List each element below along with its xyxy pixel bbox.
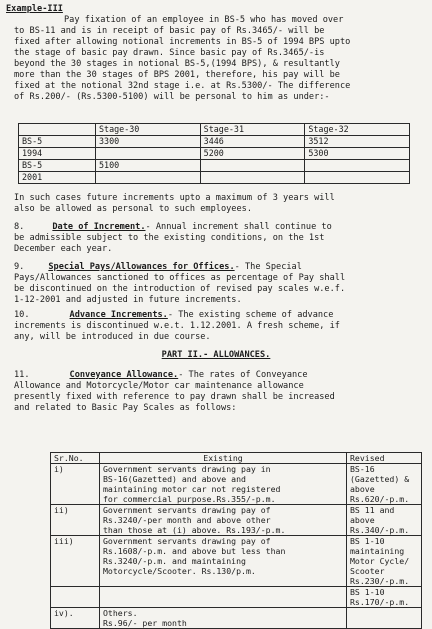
text-line: above: [350, 484, 375, 494]
table-cell: iii): [51, 536, 100, 587]
text-line: Rs.1608/-p.m. and above but less than: [103, 546, 286, 556]
table-cell: [347, 464, 422, 505]
para-number: 10.: [14, 310, 30, 320]
text-line: - Annual increment shall continue to: [145, 222, 332, 232]
text-line: (Gazetted) &: [350, 474, 410, 484]
table-cell: 5200: [200, 148, 305, 160]
table-cell: 5100: [96, 160, 201, 172]
table-header-cell: Sr.No.: [51, 453, 100, 464]
table-row: [51, 587, 422, 608]
text-line: more than the 30 stages of BPS 2001, therefore, his pay will be: [14, 70, 340, 80]
table-row: [19, 148, 410, 160]
text-line: of Rs.200/- (Rs.5300-5100) will be personal to him as under:-: [14, 92, 330, 102]
text-line: Government servants drawing pay in: [103, 464, 271, 474]
text-line: Pay fixation of an employee in BS-5 who has moved over: [64, 15, 344, 25]
text-line: BS 11 and: [350, 505, 395, 515]
text-line: In such cases future increments upto a maximum of 3 years will: [14, 193, 335, 203]
text-line: also be allowed as personal to such employees.: [14, 204, 252, 214]
table-row: [19, 136, 410, 148]
text-line: Rs.3240/-p.m. and maintaining: [103, 556, 246, 566]
table-cell: [200, 172, 305, 184]
text-line: be admissible subject to the existing conditions, on the 1st: [14, 233, 325, 243]
text-line: any, will be introduced in due course.: [14, 332, 211, 342]
text-line: to BS-11 and is in receipt of basic pay of Rs.3465/- will be: [14, 26, 325, 36]
part-heading: PART II.- ALLOWANCES.: [161, 350, 271, 360]
table-cell: BS-5: [19, 136, 96, 148]
text-line: be discontinued on the introduction of revised pay scales w.e.f.: [14, 284, 346, 294]
table-cell: ii): [51, 505, 100, 536]
table-header-cell: Stage-31: [200, 124, 305, 136]
table-cell: [100, 536, 347, 587]
table-cell: 3512: [305, 136, 410, 148]
table-cell: [51, 587, 100, 608]
table-cell: [347, 608, 422, 629]
table-cell: [96, 148, 201, 160]
text-line: BS 1-10: [350, 587, 385, 597]
text-line: Rs.230/-p.m.: [350, 576, 410, 586]
table-cell: [96, 172, 201, 184]
text-line: - The existing scheme of advance: [167, 310, 334, 320]
note-paragraph: [14, 193, 418, 215]
stage-table: [18, 123, 410, 184]
text-line: Rs.340/-p.m.: [350, 525, 410, 535]
allowance-table: [50, 452, 422, 629]
para-8: [14, 222, 418, 255]
table-cell: [100, 608, 347, 629]
table-cell: [100, 587, 347, 608]
text-line: increments is discontinued w.e.t. 1.12.2001. A fresh scheme, if: [14, 321, 340, 331]
table-cell: 3446: [200, 136, 305, 148]
para-9: [14, 262, 418, 306]
text-line: - The Special: [234, 262, 302, 272]
para-title: Advance Increments.: [69, 310, 168, 320]
text-line: Rs.96/- per month: [103, 618, 187, 628]
table-cell: i): [51, 464, 100, 505]
table-row: [19, 160, 410, 172]
text-line: Allowance and Motorcycle/Motor car maintenance allowance: [14, 381, 304, 391]
text-line: Scooter: [350, 566, 385, 576]
text-line: and related to Basic Pay Scales as follows:: [14, 403, 237, 413]
para-number: 8.: [14, 222, 25, 232]
para-10: [14, 310, 418, 343]
para-title: Special Pays/Allowances for Offices.: [48, 262, 235, 272]
text-line: Government servants drawing pay of: [103, 536, 271, 546]
table-cell: 2001: [19, 172, 96, 184]
para-11: [14, 370, 418, 414]
text-line: maintaining motor car not registered: [103, 484, 281, 494]
table-header-row: [51, 453, 422, 464]
text-line: presently fixed with reference to pay drawn shall be increased: [14, 392, 335, 402]
table-cell: [100, 464, 347, 505]
table-row: [51, 608, 422, 629]
text-line: maintaining: [350, 546, 405, 556]
para-number: 11.: [14, 370, 30, 380]
table-row: [51, 464, 422, 505]
table-row: [19, 172, 410, 184]
text-line: BS 1-10: [350, 536, 385, 546]
table-header-cell: Stage-30: [96, 124, 201, 136]
text-line: Government servants drawing pay of: [103, 505, 271, 515]
text-line: - The rates of Conveyance: [178, 370, 308, 380]
table-cell: 5300: [305, 148, 410, 160]
table-header-cell: Revised: [347, 453, 422, 464]
table-cell: [347, 587, 422, 608]
table-cell: [200, 160, 305, 172]
para-number: 9.: [14, 262, 25, 272]
table-header-cell: Stage-32: [305, 124, 410, 136]
table-cell: [305, 172, 410, 184]
table-cell: iv).: [51, 608, 100, 629]
table-cell: 1994: [19, 148, 96, 160]
text-line: above: [350, 515, 375, 525]
text-line: December each year.: [14, 244, 113, 254]
text-line: Pays/Allowances sanctioned to offices as percentage of Pay shall: [14, 273, 346, 283]
table-cell: [305, 160, 410, 172]
text-line: beyond the 30 stages in notional BS-5,(1994 BPS), & resultantly: [14, 59, 340, 69]
text-line: Motorcycle/Scooter. Rs.130/p.m.: [103, 566, 256, 576]
text-line: fixed after allowing notional increments in BS-5 of 1994 BPS upto: [14, 37, 351, 47]
para-title: Date of Increment.: [52, 222, 146, 232]
table-cell: 3300: [96, 136, 201, 148]
para-title: Conveyance Allowance.: [69, 370, 179, 380]
table-header-cell: Existing: [100, 453, 347, 464]
example-paragraph: [14, 15, 418, 103]
text-line: Others.: [103, 608, 138, 618]
text-line: Rs.170/-p.m.: [350, 597, 410, 607]
text-line: the stage of basic pay drawn. Since basic pay of Rs.3465/-is: [14, 48, 325, 58]
table-cell: [347, 536, 422, 587]
text-line: for commercial purpose.Rs.355/-p.m.: [103, 494, 276, 504]
table-cell: [19, 124, 96, 136]
text-line: 1-12-2001 and adjusted in future increments.: [14, 295, 242, 305]
text-line: BS-16(Gazetted) and above and: [103, 474, 246, 484]
text-line: Rs.3240/-per month and above other: [103, 515, 271, 525]
table-header-row: [19, 124, 410, 136]
table-row: [51, 505, 422, 536]
table-cell: BS-5: [19, 160, 96, 172]
text-line: BS-16: [350, 464, 375, 474]
example-heading: Example-III: [6, 4, 63, 14]
table-row: [51, 536, 422, 587]
text-line: Rs.620/-p.m.: [350, 494, 410, 504]
table-cell: [347, 505, 422, 536]
table-cell: [100, 505, 347, 536]
text-line: fixed at the notional 32nd stage i.e. at Rs.5300/- The difference: [14, 81, 351, 91]
text-line: than those at (i) above. Rs.193/-p.m.: [103, 525, 286, 535]
text-line: Motor Cycle/: [350, 556, 410, 566]
